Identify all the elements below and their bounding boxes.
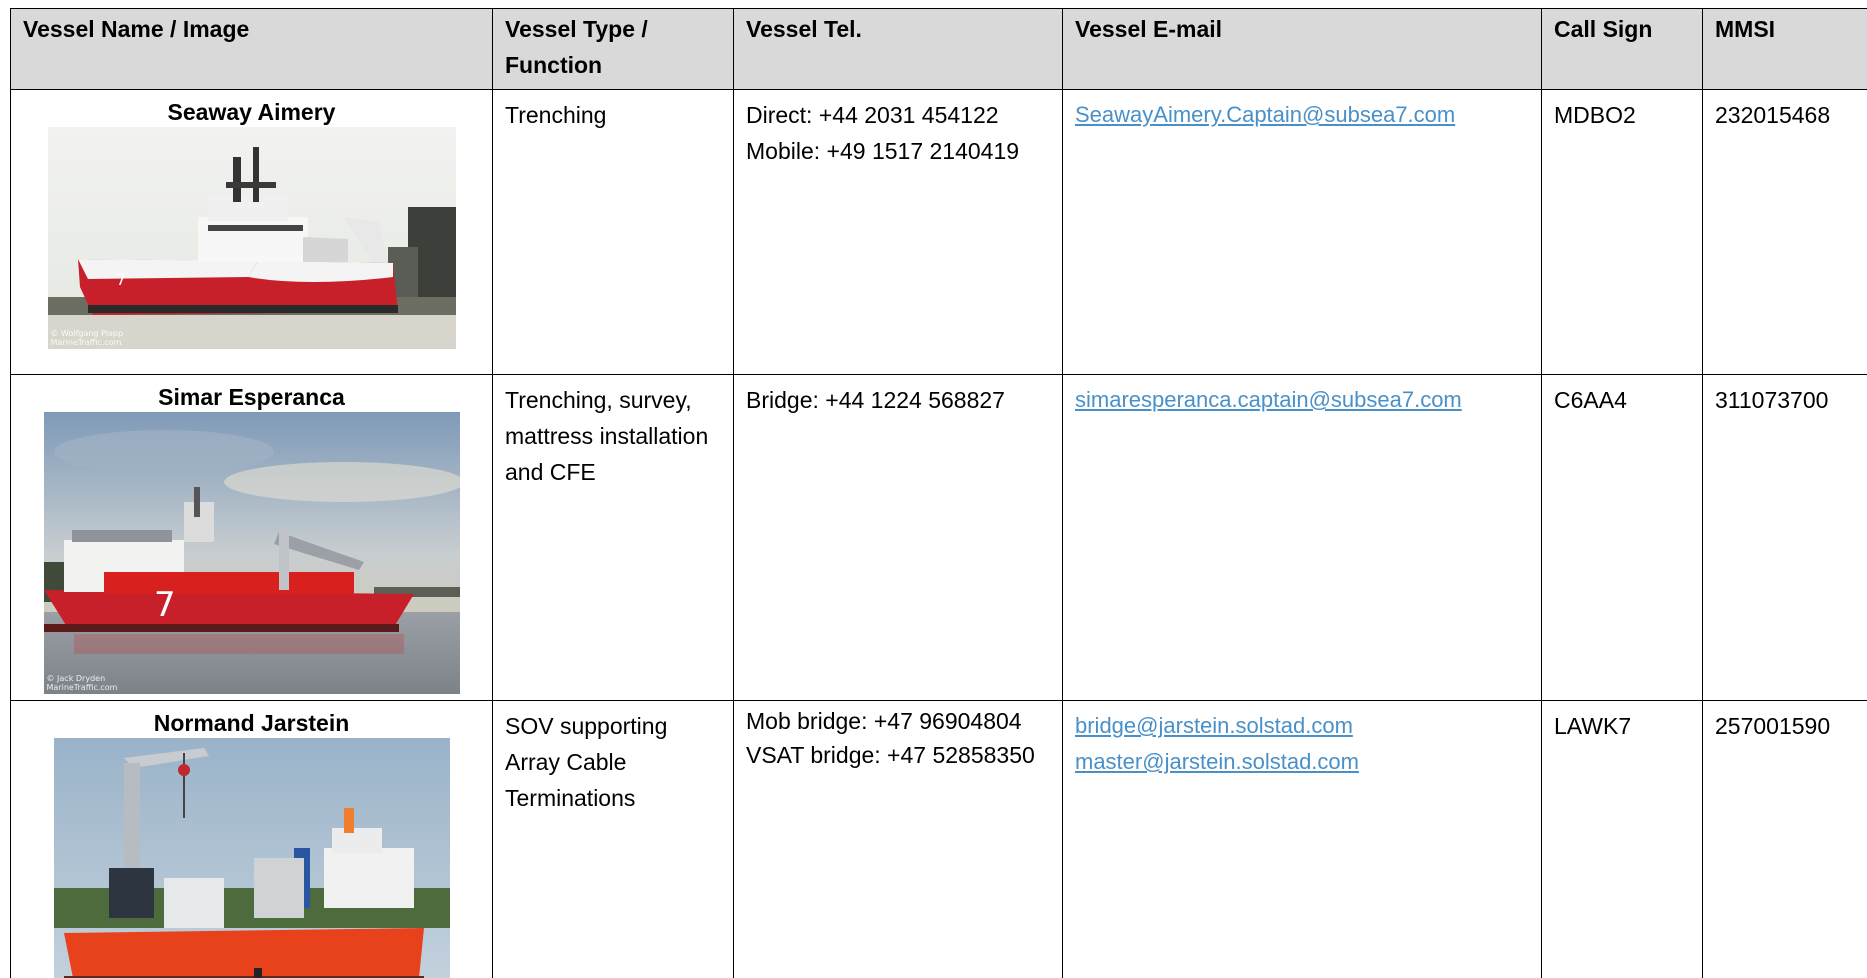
vessel-tel-cell [734, 90, 1063, 375]
tel-line: Mob bridge: +47 96904804 [746, 708, 1022, 734]
table-row [11, 375, 1867, 701]
callsign-cell: MDBO2 [1542, 90, 1703, 375]
mmsi-cell: 232015468 [1703, 90, 1867, 375]
ship-image [44, 412, 460, 694]
table-row [11, 701, 1867, 978]
vessel-photo [54, 738, 450, 978]
vessel-type-cell: Trenching, survey, mattress installation and CFE [493, 375, 734, 701]
tel-line: Direct: +44 2031 454122 [746, 102, 999, 128]
vessel-photo [44, 412, 460, 694]
svg-text:7: 7 [115, 270, 126, 289]
table-header-row [11, 9, 1867, 90]
vessel-name: Simar Esperanca [158, 384, 345, 410]
header-mmsi: MMSI [1703, 9, 1867, 90]
table-row [11, 90, 1867, 375]
vessel-name-cell [11, 701, 493, 978]
email-link[interactable]: bridge@jarstein.solstad.com [1075, 713, 1353, 738]
email-link[interactable]: simaresperanca.captain@subsea7.com [1075, 387, 1462, 412]
vessel-name-cell [11, 90, 493, 375]
vessel-photo [48, 127, 456, 349]
tel-line: Bridge: +44 1224 568827 [746, 387, 1005, 413]
callsign-cell: LAWK7 [1542, 701, 1703, 978]
vessel-tel-cell [734, 375, 1063, 701]
vessel-tel-cell [734, 701, 1063, 978]
vessel-type-cell: SOV supporting Array Cable Terminations [493, 701, 734, 978]
svg-text:7: 7 [153, 585, 176, 625]
vessel-table [10, 8, 1867, 978]
vessel-email-cell [1063, 701, 1542, 978]
vessel-name: Normand Jarstein [153, 710, 350, 736]
vessel-type-cell: Trenching [493, 90, 734, 375]
callsign-cell: C6AA4 [1542, 375, 1703, 701]
photo-credit: © Jack Dryden MarineTraffic.com [46, 674, 118, 692]
header-name: Vessel Name / Image [11, 9, 493, 90]
tel-line: Mobile: +49 1517 2140419 [746, 138, 1020, 164]
vessel-name-cell [11, 375, 493, 701]
header-callsign: Call Sign [1542, 9, 1703, 90]
photo-credit: © Wolfgang Plapp MarineTraffic.com [50, 329, 124, 347]
ship-image [54, 738, 450, 978]
email-link[interactable]: SeawayAimery.Captain@subsea7.com [1075, 102, 1456, 127]
email-link[interactable]: master@jarstein.solstad.com [1075, 749, 1359, 774]
header-tel: Vessel Tel. [734, 9, 1063, 90]
mmsi-cell: 257001590 [1703, 701, 1867, 978]
header-type: Vessel Type / Function [493, 9, 734, 90]
header-email: Vessel E-mail [1063, 9, 1542, 90]
ship-image [48, 127, 456, 349]
tel-line: VSAT bridge: +47 52858350 [746, 742, 1035, 768]
mmsi-cell: 311073700 [1703, 375, 1867, 701]
vessel-name: Seaway Aimery [167, 99, 336, 125]
vessel-email-cell [1063, 375, 1542, 701]
vessel-email-cell [1063, 90, 1542, 375]
